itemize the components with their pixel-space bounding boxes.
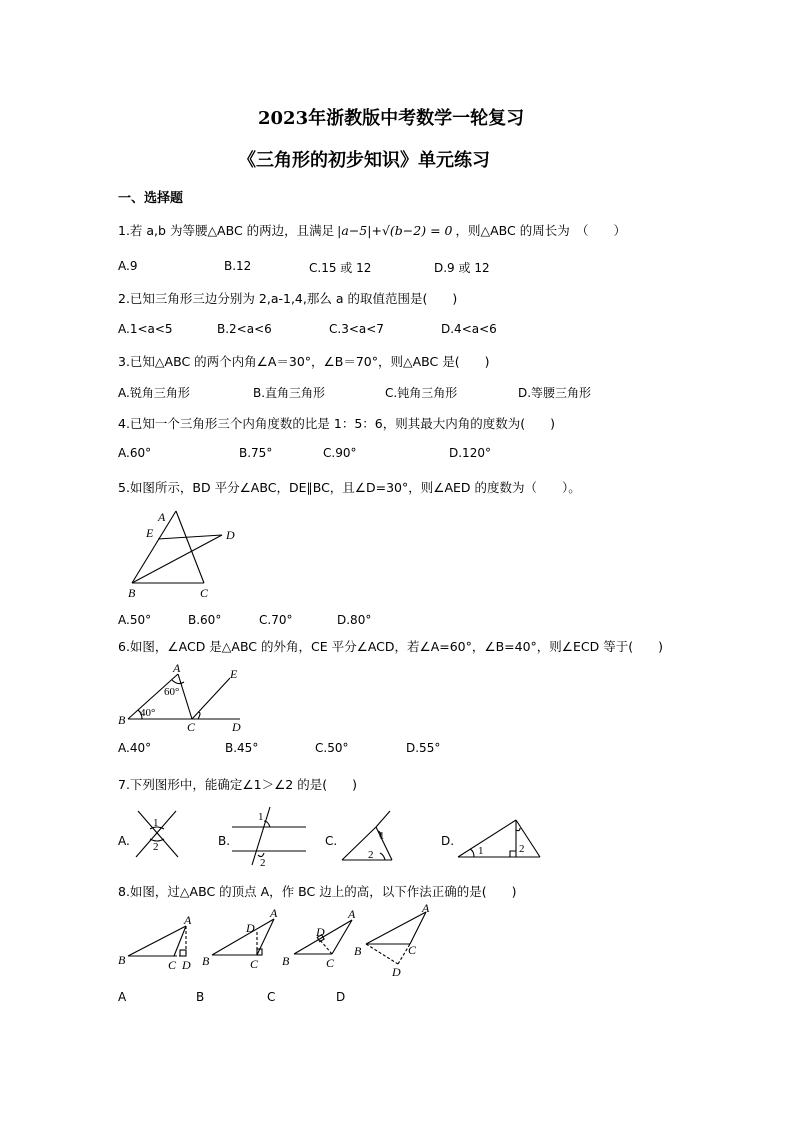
q5-option-a: A.50° bbox=[118, 613, 152, 627]
q5-label-a: A bbox=[158, 510, 166, 524]
q8c-label-c: C bbox=[326, 956, 335, 970]
q7c-angle-1: 1 bbox=[379, 830, 385, 842]
q5-option-b: B.60° bbox=[188, 613, 222, 627]
page-title: 2023年浙教版中考数学一轮复习 bbox=[258, 108, 525, 129]
q8-option-a: A bbox=[118, 990, 127, 1004]
q2-option-c: C.3<a<7 bbox=[329, 322, 384, 336]
q4-option-d: D.120° bbox=[449, 446, 491, 460]
q5-label-b: B bbox=[128, 586, 136, 600]
q1-option-d: D.9 或 12 bbox=[434, 261, 490, 275]
q2-option-b: B.2<a<6 bbox=[217, 322, 272, 336]
question-1-formula: |a−5|+√(b−2) = 0 bbox=[337, 223, 453, 238]
q8b-label-c: C bbox=[250, 957, 259, 971]
q8b-label-a: A bbox=[270, 906, 278, 920]
question-5: 5.如图所示，BD 平分∠ABC，DE∥BC，且∠D=30°，则∠AED 的度数为（ ）。 bbox=[118, 480, 581, 495]
q8b-label-b: B bbox=[202, 954, 210, 968]
q6-option-a: A.40° bbox=[118, 741, 152, 755]
q8a-label-c: C bbox=[168, 958, 177, 972]
q6-option-b: B.45° bbox=[225, 741, 259, 755]
question-2: 2.已知三角形三边分别为 2,a-1,4,那么 a 的取值范围是( ) bbox=[118, 291, 458, 306]
q8d-label-b: B bbox=[354, 944, 362, 958]
q7-figure-c bbox=[338, 805, 400, 865]
q3-option-c: C.钝角三角形 bbox=[385, 386, 458, 400]
q8d-label-d: D bbox=[392, 965, 401, 979]
q6-label-c: C bbox=[187, 720, 196, 734]
q6-label-a: A bbox=[173, 661, 181, 675]
q4-option-a: A.60° bbox=[118, 446, 152, 460]
q8c-label-a: A bbox=[348, 907, 356, 921]
q8c-label-b: B bbox=[282, 954, 290, 968]
q7b-angle-2: 2 bbox=[260, 857, 266, 869]
q3-option-a: A.锐角三角形 bbox=[118, 386, 190, 400]
q7-figure-d bbox=[456, 816, 546, 861]
q6-label-d: D bbox=[232, 720, 241, 734]
q1-option-a: A.9 bbox=[118, 259, 138, 273]
q5-figure bbox=[118, 505, 248, 600]
q2-option-d: D.4<a<6 bbox=[441, 322, 497, 336]
q8-option-c: C bbox=[267, 990, 276, 1004]
question-1-text-a: 1.若 a,b 为等腰△ABC 的两边，且满足 bbox=[118, 223, 335, 238]
q8-figure-c bbox=[280, 908, 355, 970]
q7a-angle-1: 1 bbox=[153, 817, 159, 829]
q7-figure-a bbox=[132, 805, 182, 865]
q7c-angle-2: 2 bbox=[368, 849, 374, 861]
q1-option-c: C.15 或 12 bbox=[309, 261, 372, 275]
q5-option-d: D.80° bbox=[337, 613, 372, 627]
q8d-label-c: C bbox=[408, 943, 417, 957]
question-4: 4.已知一个三角形三个内角度数的比是 1：5：6，则其最大内角的度数为( ) bbox=[118, 416, 556, 431]
q7d-angle-2: 2 bbox=[519, 843, 525, 855]
q1-option-b: B.12 bbox=[224, 259, 252, 273]
q7d-angle-1: 1 bbox=[478, 845, 484, 857]
q2-option-a: A.1<a<5 bbox=[118, 322, 173, 336]
q6-label-b: B bbox=[118, 713, 126, 727]
q7-option-b: B. bbox=[218, 834, 231, 848]
q3-option-d: D.等腰三角形 bbox=[518, 386, 592, 400]
q5-option-c: C.70° bbox=[259, 613, 293, 627]
question-6: 6.如图，∠ACD 是△ABC 的外角，CE 平分∠ACD，若∠A=60°，∠B=40°，则∠ECD 等于( ) bbox=[118, 639, 663, 654]
q8-figure-b bbox=[200, 905, 278, 971]
q8-figure-d bbox=[352, 902, 434, 982]
question-1 bbox=[118, 221, 626, 239]
q4-option-c: C.90° bbox=[323, 446, 357, 460]
question-3: 3.已知△ABC 的两个内角∠A＝30°，∠B＝70°，则△ABC 是( ) bbox=[118, 354, 490, 369]
q8c-label-d: D bbox=[316, 925, 325, 939]
q8a-label-b: B bbox=[118, 953, 126, 967]
q3-option-b: B.直角三角形 bbox=[253, 386, 326, 400]
q7-option-d: D. bbox=[441, 834, 455, 848]
q6-option-c: C.50° bbox=[315, 741, 349, 755]
page-subtitle: 《三角形的初步知识》单元练习 bbox=[238, 150, 490, 171]
q8-option-d: D bbox=[336, 990, 346, 1004]
q8a-label-a: A bbox=[184, 913, 192, 927]
q6-figure bbox=[118, 660, 248, 735]
q4-option-b: B.75° bbox=[239, 446, 273, 460]
q8a-label-d: D bbox=[182, 958, 191, 972]
section-heading: 一、选择题 bbox=[118, 191, 184, 206]
q6-angle-60: 60° bbox=[164, 686, 180, 698]
q5-label-c: C bbox=[200, 586, 209, 600]
question-7: 7.下列图形中，能确定∠1＞∠2 的是( ) bbox=[118, 777, 357, 792]
question-8: 8.如图，过△ABC 的顶点 A，作 BC 边上的高，以下作法正确的是( ) bbox=[118, 884, 517, 899]
q7b-angle-1: 1 bbox=[258, 811, 264, 823]
q8-option-b: B bbox=[196, 990, 205, 1004]
question-1-text-b: ，则△ABC 的周长为 （ ） bbox=[455, 223, 626, 238]
q7-option-c: C. bbox=[325, 834, 338, 848]
q8-figure-a bbox=[116, 912, 194, 972]
q5-label-d: D bbox=[226, 528, 235, 542]
q6-angle-40: 40° bbox=[140, 707, 156, 719]
q5-label-e: E bbox=[146, 526, 154, 540]
q7-option-a: A. bbox=[118, 834, 130, 848]
q6-label-e: E bbox=[230, 667, 238, 681]
q7-figure-b bbox=[230, 805, 310, 867]
q8d-label-a: A bbox=[422, 901, 430, 915]
q6-option-d: D.55° bbox=[406, 741, 441, 755]
q7a-angle-2: 2 bbox=[153, 841, 159, 853]
q8b-label-d: D bbox=[246, 921, 255, 935]
